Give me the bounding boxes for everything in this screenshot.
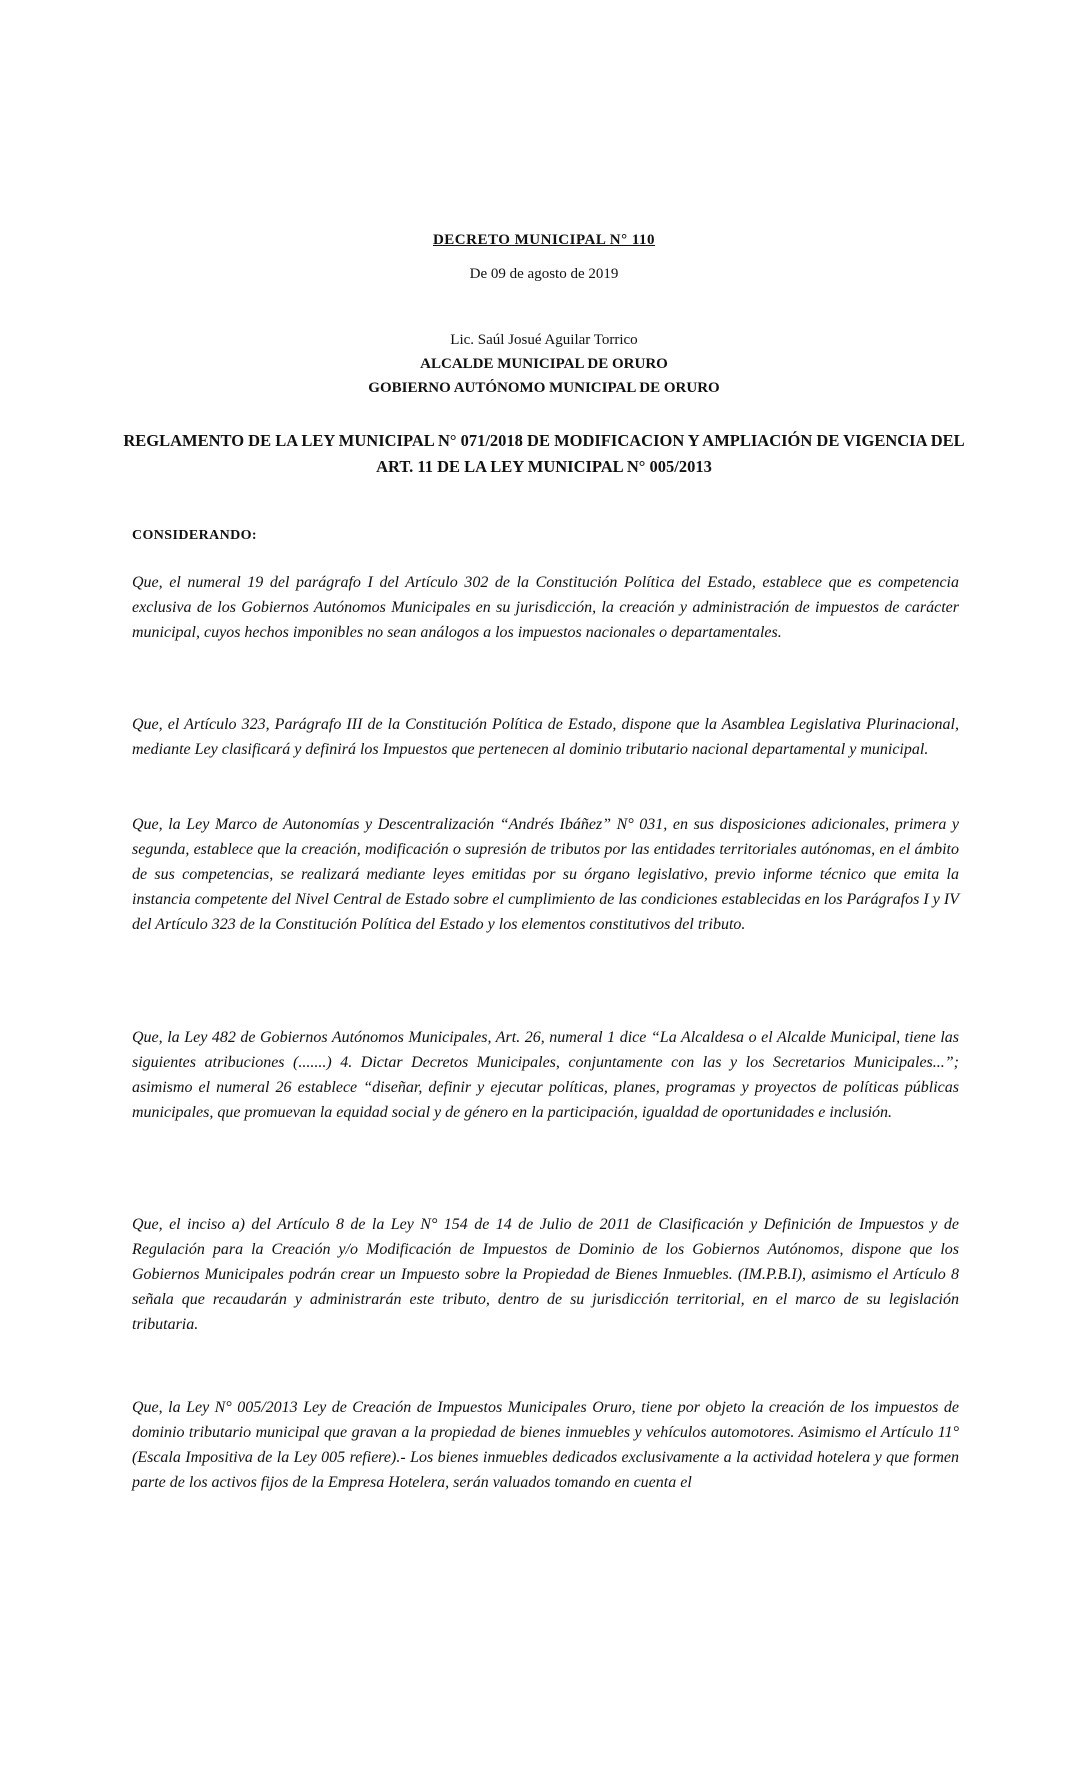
- signatory-title: ALCALDE MUNICIPAL DE ORURO: [420, 356, 668, 372]
- signatory-name: Lic. Saúl Josué Aguilar Torrico: [450, 332, 638, 348]
- decree-number: DECRETO MUNICIPAL N° 110: [432, 232, 656, 248]
- regulation-title: REGLAMENTO DE LA LEY MUNICIPAL N° 071/2018 DE MODIFICACION Y AMPLIACIÓN DE VIGENCIA DEL ART. 11 DE LA LEY MUNICIPAL N° 005/2013: [123, 431, 965, 476]
- paragraph-1: Que, el numeral 19 del parágrafo I del Artículo 302 de la Constitución Política del Estado, establece que es competencia exclusiva de los Gobiernos Autónomos Municipales en su jurisdicción, la creación y administración de impuestos de carácter municipal, cuyos hechos imponibles no sean análogos a los impuestos nacionales o departamentales.: [132, 574, 959, 641]
- paragraph-2: Que, el Artículo 323, Parágrafo III de la Constitución Política de Estado, dispone que la Asamblea Legislativa Plurinacional, mediante Ley clasificará y definirá los Impuestos que pertenecen al dominio tributario nacional departamental y municipal.: [132, 716, 959, 758]
- paragraph-3: Que, la Ley Marco de Autonomías y Descentralización “Andrés Ibáñez” N° 031, en sus disposiciones adicionales, primera y segunda, establece que la creación, modificación o supresión de tributos por las entidades territoriales autónomas, en el ámbito de sus competencias, se realizará mediante leyes emitidas por su órgano legislativo, previo informe técnico que emita la instancia competente del Nivel Central de Estado sobre el cumplimiento de las condiciones establecidas en los Parágrafos I y IV del Artículo 323 de la Constitución Política del Estado y los elementos constitutivos del tributo.: [132, 816, 959, 933]
- paragraph-5: Que, el inciso a) del Artículo 8 de la Ley N° 154 de 14 de Julio de 2011 de Clasificación y Definición de Impuestos y de Regulación para la Creación y/o Modificación de Impuestos de Dominio de los Gobiernos Autónomos, dispone que los Gobiernos Municipales podrán crear un Impuesto sobre la Propiedad de Bienes Inmuebles. (IM.P.B.I), asimismo el Artículo 8 señala que recaudarán y administrarán este tributo, dentro de su jurisdicción territorial, en el marco de su legislación tributaria.: [132, 1216, 959, 1333]
- paragraph-6: Que, la Ley N° 005/2013 Ley de Creación de Impuestos Municipales Oruro, tiene por objeto la creación de los impuestos de dominio tributario municipal que gravan a la propiedad de bienes inmuebles y vehículos automotores. Asimismo el Artículo 11° (Escala Impositiva de la Ley 005 refiere).- Los bienes inmuebles dedicados exclusivamente a la actividad hotelera y que formen parte de los activos fijos de la Empresa Hotelera, serán valuados tomando en cuenta el: [132, 1399, 959, 1491]
- section-label-considerando: CONSIDERANDO:: [132, 528, 257, 543]
- signatory-government: GOBIERNO AUTÓNOMO MUNICIPAL DE ORURO: [368, 380, 720, 396]
- paragraph-4: Que, la Ley 482 de Gobiernos Autónomos Municipales, Art. 26, numeral 1 dice “La Alcaldesa o el Alcalde Municipal, tiene las siguientes atribuciones (.......) 4. Dictar Decretos Municipales, conjuntamente con las y los Secretarios Municipales...”; asimismo el numeral 26 establece “diseñar, definir y ejecutar políticas, planes, programas y proyectos de políticas públicas municipales, que promuevan la equidad social y de género en la participación, igualdad de oportunidades e inclusión.: [132, 1029, 959, 1121]
- decree-date: De 09 de agosto de 2019: [469, 266, 619, 282]
